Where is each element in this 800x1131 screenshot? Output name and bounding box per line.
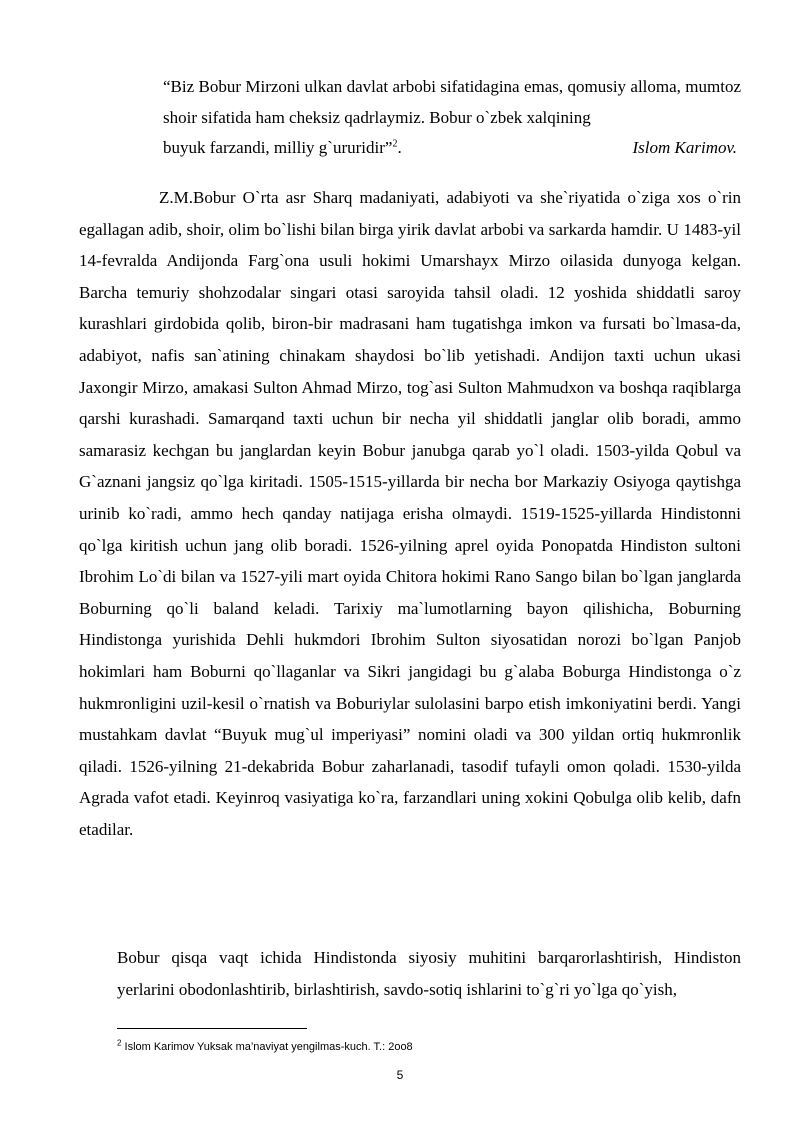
footnote — [117, 1040, 413, 1054]
page-number: 5 — [396, 1068, 404, 1082]
epigraph-last-line-end: . — [397, 138, 402, 157]
epigraph-text: “Biz Bobur Mirzoni ulkan davlat arbobi sifatidagina emas, qomusiy alloma, mumtoz shoir sifatida ham cheksiz qadrlaymiz. Bobur o`zbek xalqining — [163, 77, 741, 127]
epigraph-author: Islom Karimov. — [632, 138, 737, 157]
paragraph-1: Z.M.Bobur O`rta asr Sharq madaniyati, adabiyoti va she`riyatida o`ziga xos o`rin egallagan adib, shoir, olim bo`lishi bilan birga yirik davlat arbobi va sarkarda hamdir. U 1483-yil 14-fevralda Andijonda Farg`ona usuli hokimi Umarshayx Mirzo oilasida dunyoga kelgan. Barcha temuriy shohzodalar singari otasi saroyida tahsil oladi. 12 yoshida shiddatli saroy kurashlari girdobida qolib, biron-bir madrasani ham tugatishga imkon va fursati bo`lmasa-da, adabiyot, nafis san`atining chinakam shaydosi bo`lib yetishadi. Andijon taxti uchun ukasi Jaxongir Mirzo, amakasi Sulton Ahmad Mirzo, tog`asi Sulton Mahmudxon va boshqa raqiblarga qarshi kurashadi. Samarqand taxti uchun bir necha yil shiddatli janglar olib boradi, ammo samarasiz kechgan bu janglardan keyin Bobur janubga qarab yo`l oladi. 1503-yilda Qobul va G`aznani jangsiz qo`lga kiritadi. 1505-1515-yillarda bir necha bor Markaziy Osiyoga qaytishga urinib ko`radi, ammo hech qanday natijaga erisha olmaydi. 1519-1525-yillarda Hindistonni qo`lga kiritish uchun jang olib boradi. 1526-yilning aprel oyida Ponopatda Hindiston sultoni Ibrohim Lo`di bilan va 1527-yili mart oyida Chitora hokimi Rano Sango bilan bo`lgan janglarda Boburning qo`li baland keladi. Tarixiy ma`lumotlarning bayon qilishicha, Boburning Hindistonga yurishida Dehli hukmdori Ibrohim Sulton siyosatidan norozi bo`lgan Panjob hokimlari ham Boburni qo`llaganlar va Sikri jangidagi bu g`alaba Boburga Hindistonga o`z hukmronligini uzil-kesil o`rnatish va Boburiylar sulolasini barpo etish imkoniyatini berdi. Yangi mustahkam davlat “Buyuk mug`ul imperiyasi” nomini oladi va 300 yildan ortiq hukmronlik qiladi. 1526-yilning 21-dekabrida Bobur zaharlanadi, tasodif tufayli omon qoladi. 1530-yilda Agrada vafot etadi. Keyinroq vasiyatiga ko`ra, farzandlari uning xokini Qobulga olib kelib, dafn etadilar. — [79, 188, 741, 839]
footnote-text: Islom Karimov Yuksak ma’naviyat yengilmas-kuch. T.: 2oo8 — [121, 1041, 413, 1053]
main-paragraph-block — [79, 182, 741, 845]
footnote-separator — [117, 1028, 307, 1029]
second-paragraph-block — [117, 942, 741, 1005]
footnote-marker: 2 — [117, 1038, 122, 1048]
epigraph-last-line — [163, 133, 741, 164]
epigraph-quote — [163, 72, 741, 164]
epigraph-last-line-text: buyuk farzandi, milliy g`ururidir” — [163, 138, 393, 157]
paragraph-2: Bobur qisqa vaqt ichida Hindistonda siyosiy muhitini barqarorlashtirish, Hindiston yerlarini obodonlashtirib, birlashtirish, savdo-sotiq ishlarini to`g`ri yo`lga qo`yish, — [117, 948, 741, 999]
footnote-reference[interactable]: 2 — [392, 138, 398, 150]
